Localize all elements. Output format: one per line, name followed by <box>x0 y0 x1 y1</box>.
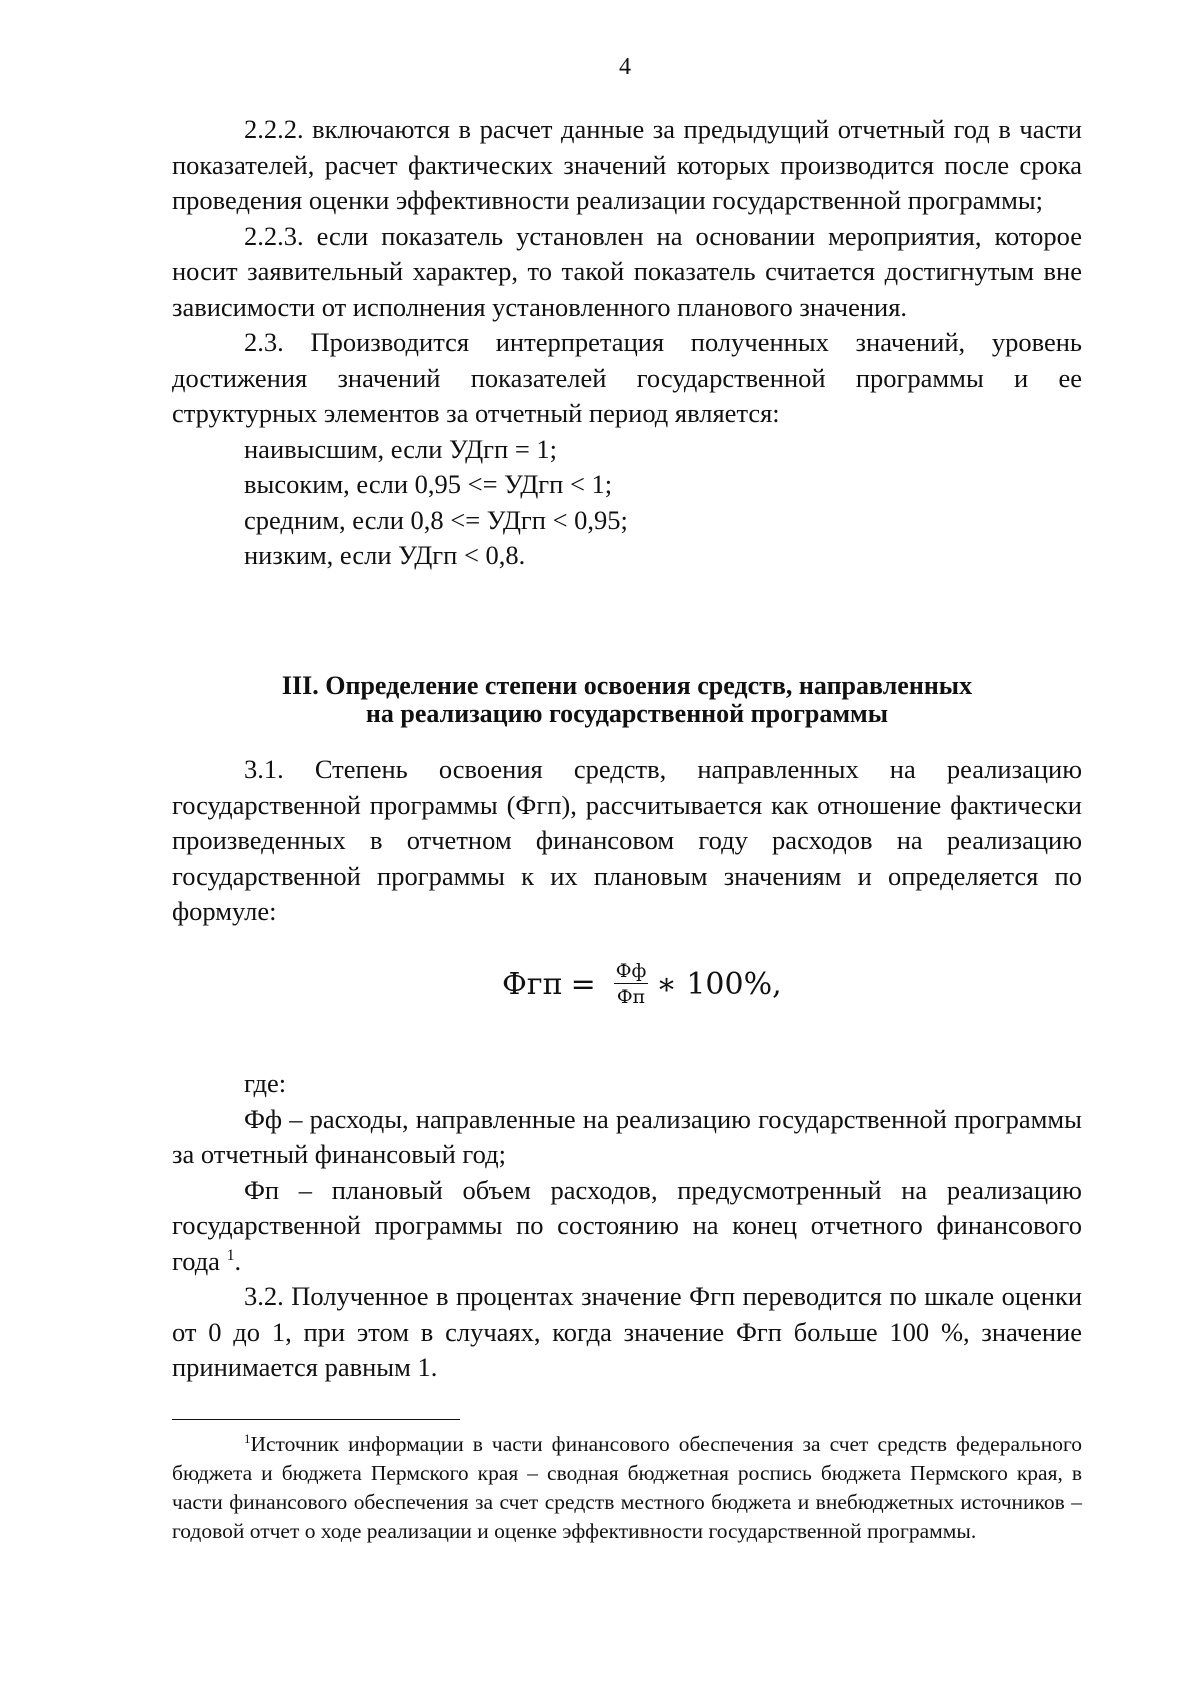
heading-line-2: на реализацию государственной программы <box>365 699 889 728</box>
where-label: где: <box>244 1068 287 1098</box>
level-high: высоким, если 0,95 <= УДгп < 1; <box>244 469 613 499</box>
footnote-text: Источник информации в части финансового обеспечения за счет средств федерального бюджета и бюджета Пермского края – сводная бюджетная роспись бюджета Пермского края, в части финансового обеспечения за счет средств местного бюджета и внебюджетных источников – годовой отчет о ходе реализации и оценке эффективности государственной программы. <box>172 1432 1082 1543</box>
body-section-3-1 <box>172 752 1082 930</box>
section-heading <box>172 672 1082 728</box>
paragraph-3-2: 3.2. Полученное в процентах значение Фгп переводится по шкале оценки от 0 до 1, при этом в случаях, когда значение Фгп больше 100 %, значение принимается равным 1. <box>172 1281 1082 1382</box>
definition-fp <box>172 1173 1082 1280</box>
body-top <box>172 112 1082 574</box>
footnote-mark: 1 <box>244 1431 251 1446</box>
formula-numerator: Фф <box>615 960 647 982</box>
level-medium: средним, если 0,8 <= УДгп < 0,95; <box>244 504 628 535</box>
formula-fgp <box>502 960 782 1008</box>
level-low: низким, если УДгп < 0,8. <box>244 540 526 570</box>
footnote-ref: 1 <box>226 1246 235 1264</box>
formula-fraction <box>614 960 649 1008</box>
paragraph-3-1: 3.1. Степень освоения средств, направленных на реализацию государственной программы (Фгп), рассчитывается как отношение фактически произведенных в отчетном финансовом году расходов на реализацию государственной программы к их плановым значениям и определяется по формуле: <box>172 754 1082 926</box>
heading-line-1: III. Определение степени освоения средств, направленных <box>281 671 973 700</box>
formula-lhs: Фгп <box>502 966 563 1002</box>
paragraph-2-2-2: 2.2.2. включаются в расчет данные за предыдущий отчетный год в части показателей, расчет фактических значений которых производится после срока проведения оценки эффективности реализации государственной программы; <box>172 114 1082 215</box>
definition-ff: Фф – расходы, направленные на реализацию государственной программы за отчетный финансовый год; <box>172 1103 1082 1169</box>
page-number: 4 <box>619 54 631 80</box>
definition-fp-text: Фп – плановый объем расходов, предусмотренный на реализацию государственной программы по состоянию на конец отчетного финансового года <box>172 1174 1082 1276</box>
paragraph-2-2-3: 2.2.3. если показатель установлен на основании мероприятия, которое носит заявительный характер, то такой показатель считается достигнутым вне зависимости от исполнения установленного планового значения. <box>172 220 1082 322</box>
body-definitions <box>172 1066 1082 1386</box>
footnote-separator <box>172 1419 460 1420</box>
formula-denominator: Фп <box>616 986 646 1008</box>
formula-rhs: ∗ 100%, <box>656 966 782 1002</box>
level-highest: наивысшим, если УДгп = 1; <box>244 433 558 464</box>
formula-equals: = <box>570 966 596 1002</box>
definition-fp-end: . <box>234 1245 242 1276</box>
footnote <box>172 1430 1082 1546</box>
paragraph-2-3: 2.3. Производится интерпретация полученных значений, уровень достижения значений показателей государственной программы и ее структурных элементов за отчетный период является: <box>172 327 1082 428</box>
